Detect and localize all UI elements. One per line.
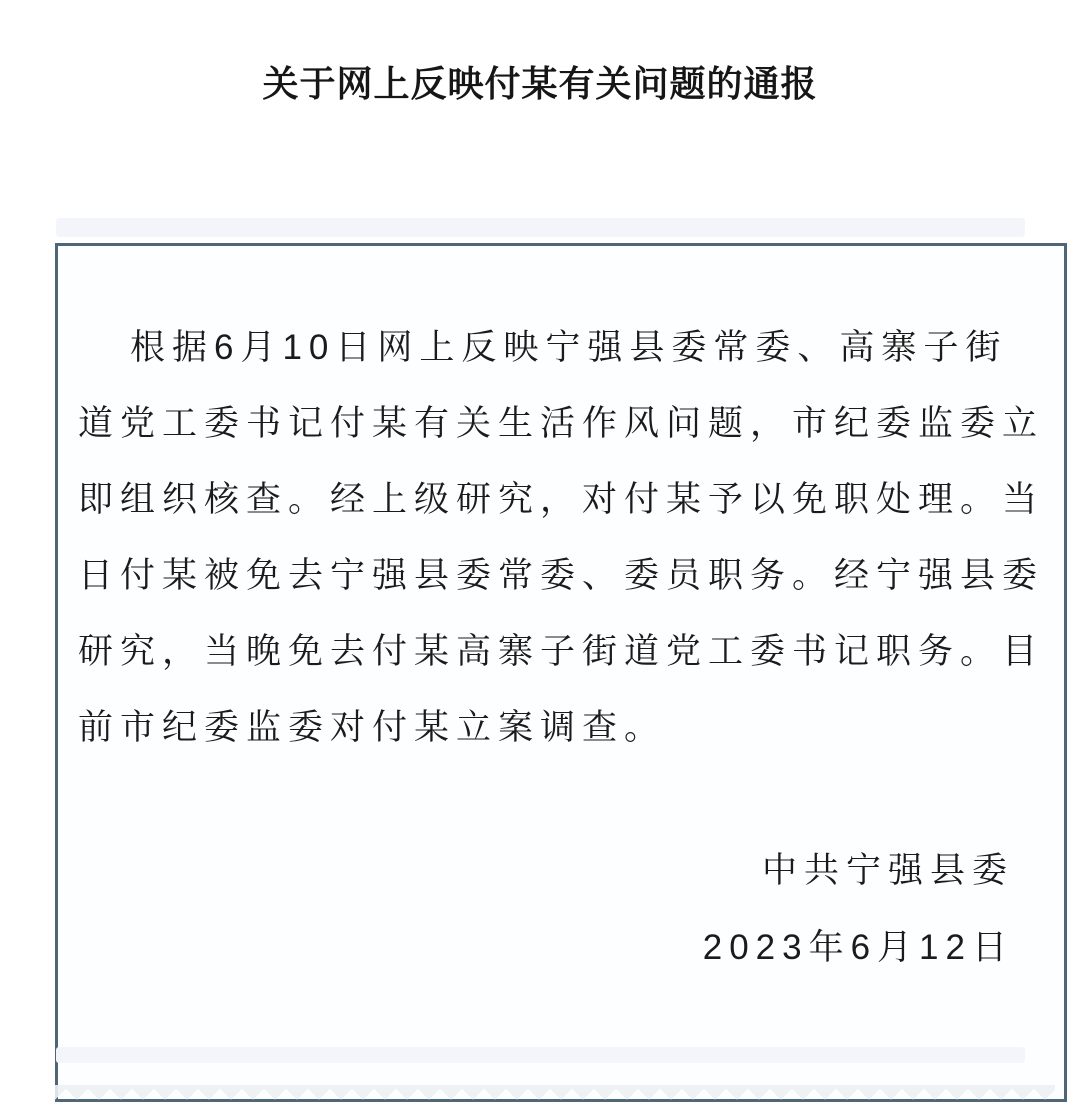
page-title: 关于网上反映付某有关问题的通报 [262,63,818,104]
notice-body [78,310,1044,766]
notice-line: 前市纪委监委对付某立案调查。 [78,708,667,747]
signature-date: 2023年6月12日 [702,928,1014,967]
notice-line: 道党工委书记付某有关生活作风问题，市纪委监委立 [78,404,1045,443]
signature-block [78,832,1044,986]
notice-line: 研究，当晚免去付某高寨子街道党工委书记职务。目 [78,632,1045,671]
divider-strip-top [56,218,1025,237]
signature-author: 中共宁强县委 [761,851,1014,890]
notice-line: 根据6月10日网上反映宁强县委常委、高寨子街 [130,328,1008,367]
notice-line: 即组织核查。经上级研究，对付某予以免职处理。当 [78,480,1045,519]
notice-line: 日付某被免去宁强县委常委、委员职务。经宁强县委 [78,556,1045,595]
zigzag-pattern [55,1085,1055,1104]
notice-box [55,243,1067,1102]
divider-strip-bottom [56,1047,1025,1063]
